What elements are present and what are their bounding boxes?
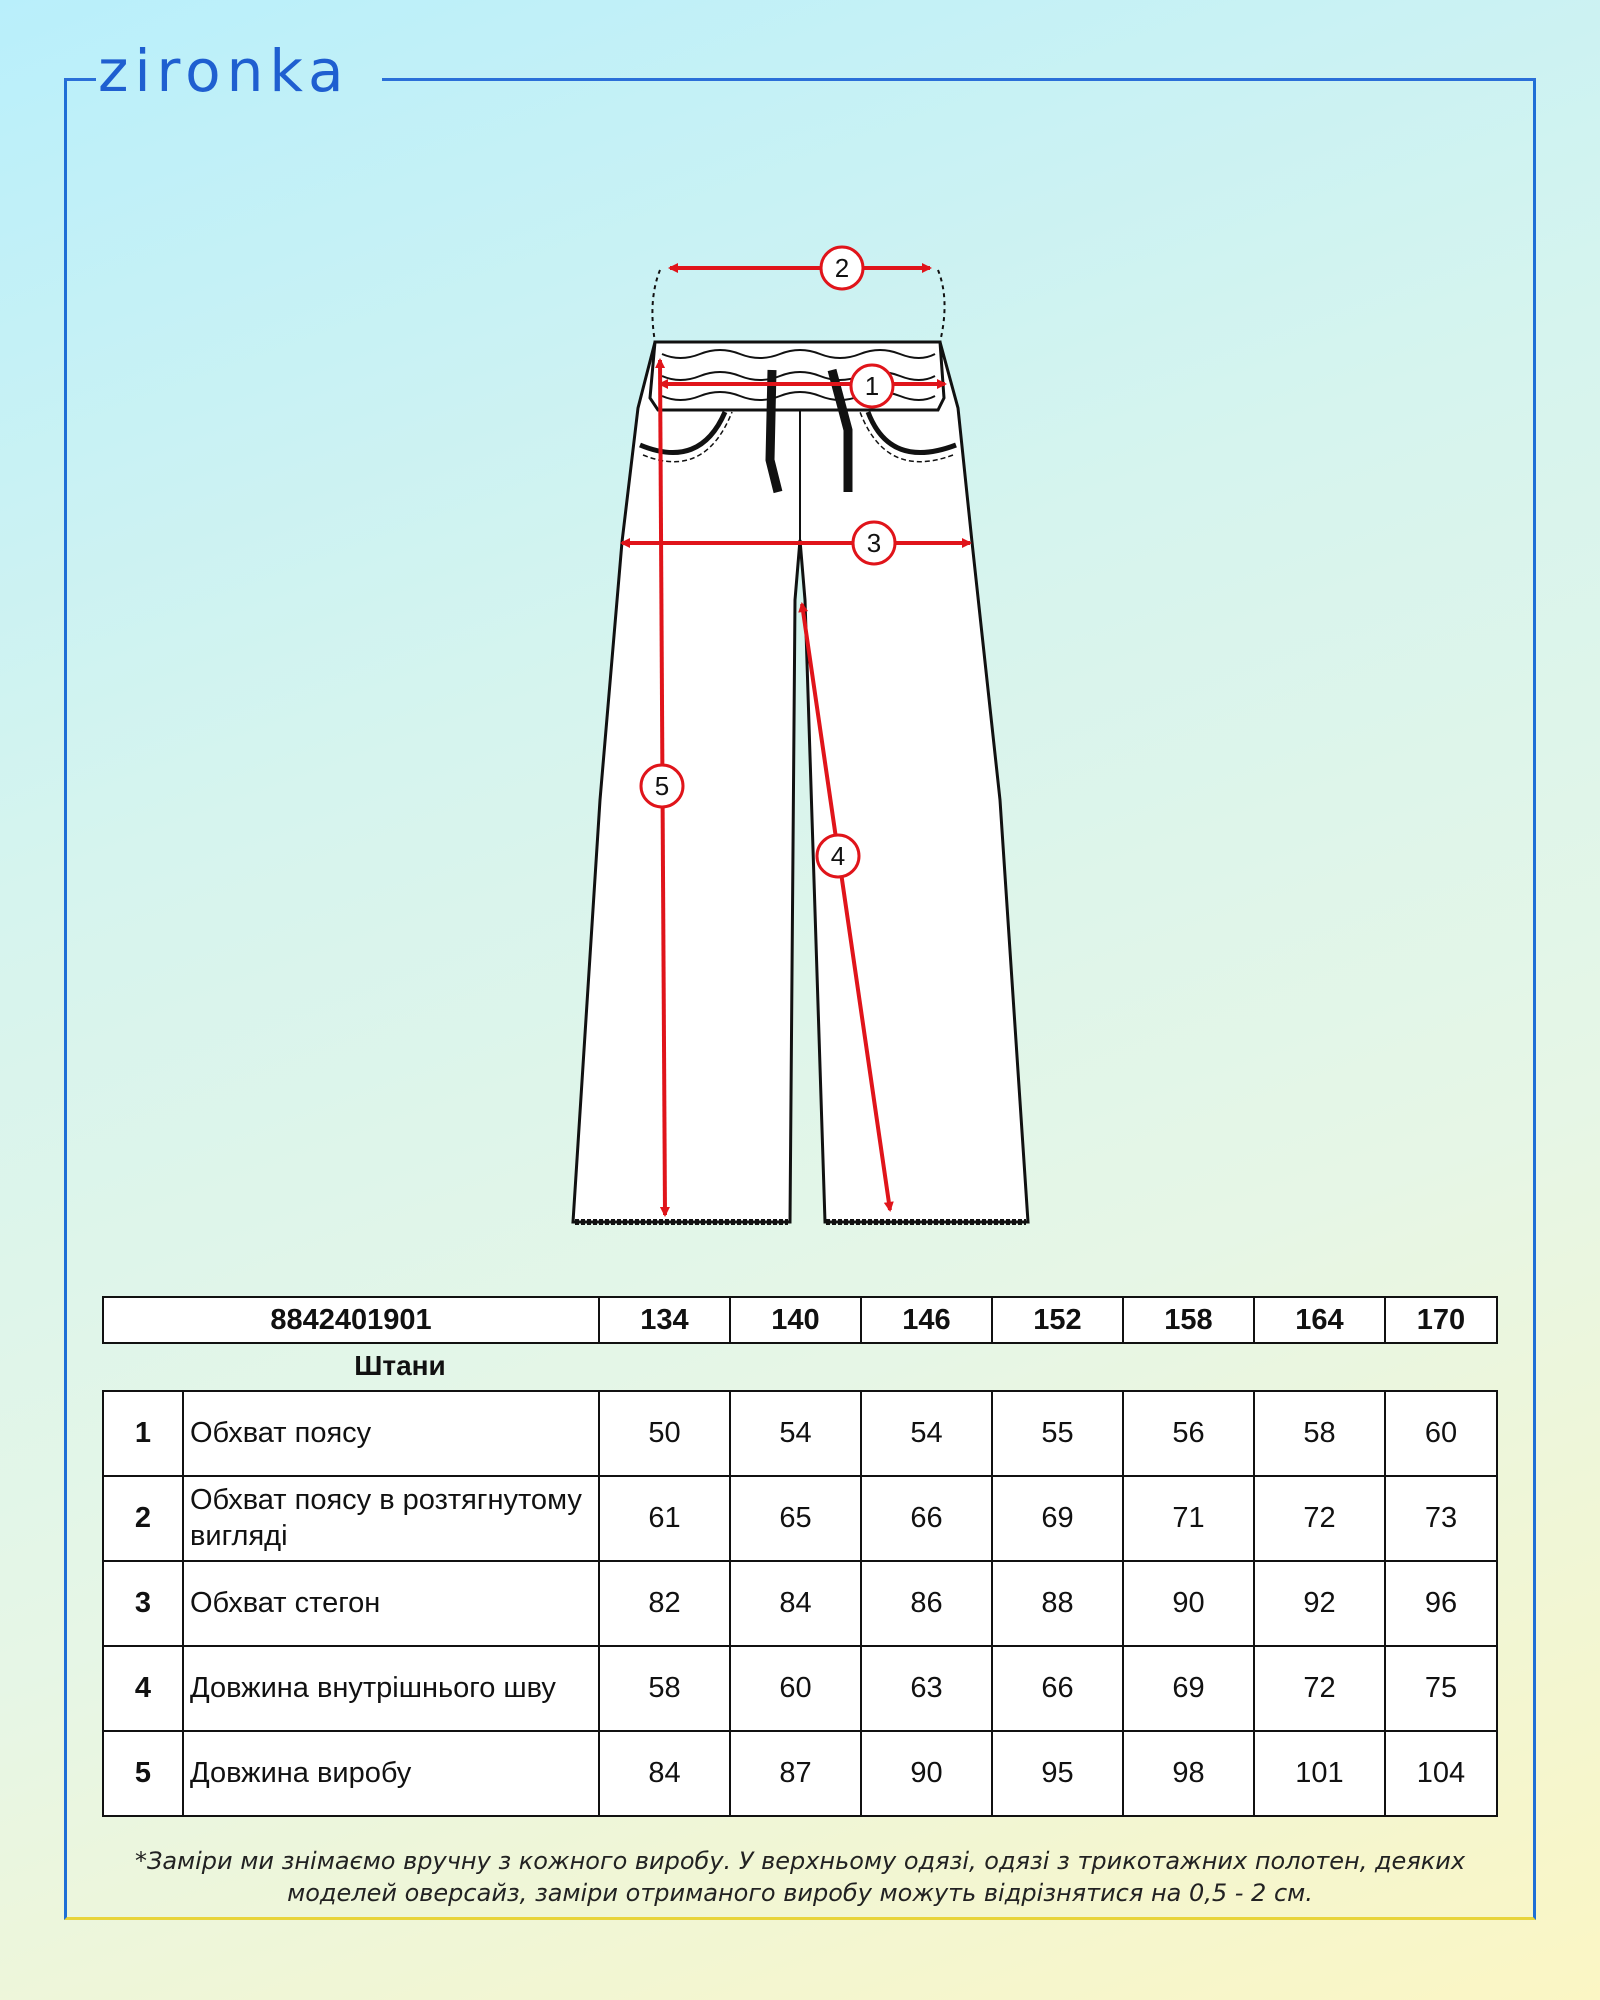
table-cell: 66 xyxy=(992,1646,1123,1731)
frame-top-line xyxy=(382,78,1536,81)
marker-4 xyxy=(817,835,859,877)
row-number: 3 xyxy=(103,1561,183,1646)
table-cell: 90 xyxy=(861,1731,992,1816)
marker-5 xyxy=(641,765,683,807)
size-header-row xyxy=(103,1297,1497,1343)
row-label: Довжина внутрішнього шву xyxy=(183,1646,599,1731)
svg-text:4: 4 xyxy=(830,841,846,871)
size-col-7: 170 xyxy=(1385,1297,1497,1343)
table-cell: 50 xyxy=(599,1391,730,1476)
row-number: 1 xyxy=(103,1391,183,1476)
table-cell: 60 xyxy=(730,1646,861,1731)
table-cell: 63 xyxy=(861,1646,992,1731)
table-cell: 69 xyxy=(992,1476,1123,1561)
table-row xyxy=(103,1731,1497,1816)
table-cell: 72 xyxy=(1254,1646,1385,1731)
marker-2 xyxy=(821,247,863,289)
table-row xyxy=(103,1476,1497,1561)
table-cell: 73 xyxy=(1385,1476,1497,1561)
table-cell: 54 xyxy=(730,1391,861,1476)
brand-logo: zironka xyxy=(98,37,350,105)
table-cell: 71 xyxy=(1123,1476,1254,1561)
table-cell: 95 xyxy=(992,1731,1123,1816)
svg-text:2: 2 xyxy=(834,253,850,283)
table-cell: 87 xyxy=(730,1731,861,1816)
table-cell: 84 xyxy=(730,1561,861,1646)
row-number: 2 xyxy=(103,1476,183,1561)
table-cell: 61 xyxy=(599,1476,730,1561)
table-cell: 88 xyxy=(992,1561,1123,1646)
table-cell: 92 xyxy=(1254,1561,1385,1646)
table-cell: 60 xyxy=(1385,1391,1497,1476)
table-cell: 65 xyxy=(730,1476,861,1561)
table-cell: 75 xyxy=(1385,1646,1497,1731)
table-row xyxy=(103,1646,1497,1731)
frame-top-left-line xyxy=(64,78,96,81)
footnote: *Заміри ми знімаємо вручну з кожного виробу. У верхньому одязі, одязі з трикотажних полотен, деяких моделей оверсайз, заміри отриманого виробу можуть відрізнятися на 0,5 - 2 см. xyxy=(134,1847,1466,1908)
table-cell: 86 xyxy=(861,1561,992,1646)
table-cell: 101 xyxy=(1254,1731,1385,1816)
size-col-6: 164 xyxy=(1254,1297,1385,1343)
size-col-4: 152 xyxy=(992,1297,1123,1343)
row-number: 4 xyxy=(103,1646,183,1731)
marker-3 xyxy=(853,522,895,564)
table-row xyxy=(103,1561,1497,1646)
svg-text:1: 1 xyxy=(864,371,880,401)
table-cell: 58 xyxy=(599,1646,730,1731)
marker-1 xyxy=(851,365,893,407)
table-cell: 98 xyxy=(1123,1731,1254,1816)
pants-diagram xyxy=(560,240,1060,1240)
size-col-5: 158 xyxy=(1123,1297,1254,1343)
row-label: Обхват поясу в розтягнутому вигляді xyxy=(183,1476,599,1561)
table-cell: 56 xyxy=(1123,1391,1254,1476)
table-cell: 82 xyxy=(599,1561,730,1646)
pants-icon xyxy=(573,270,1028,1222)
size-col-3: 146 xyxy=(861,1297,992,1343)
row-number: 5 xyxy=(103,1731,183,1816)
row-label: Довжина виробу xyxy=(183,1731,599,1816)
table-cell: 55 xyxy=(992,1391,1123,1476)
table-cell: 54 xyxy=(861,1391,992,1476)
svg-text:3: 3 xyxy=(866,528,882,558)
article-number: 8842401901 xyxy=(103,1297,599,1343)
table-cell: 66 xyxy=(861,1476,992,1561)
product-name: Штани xyxy=(354,1350,446,1381)
row-label: Обхват поясу xyxy=(183,1391,599,1476)
row-label: Обхват стегон xyxy=(183,1561,599,1646)
table-cell: 69 xyxy=(1123,1646,1254,1731)
table-cell: 96 xyxy=(1385,1561,1497,1646)
size-col-1: 134 xyxy=(599,1297,730,1343)
measurements-table xyxy=(102,1390,1498,1817)
table-cell: 104 xyxy=(1385,1731,1497,1816)
table-cell: 90 xyxy=(1123,1561,1254,1646)
size-header-table xyxy=(102,1296,1498,1344)
table-row xyxy=(103,1391,1497,1476)
table-cell: 58 xyxy=(1254,1391,1385,1476)
table-cell: 72 xyxy=(1254,1476,1385,1561)
svg-text:5: 5 xyxy=(654,771,670,801)
size-col-2: 140 xyxy=(730,1297,861,1343)
table-cell: 84 xyxy=(599,1731,730,1816)
